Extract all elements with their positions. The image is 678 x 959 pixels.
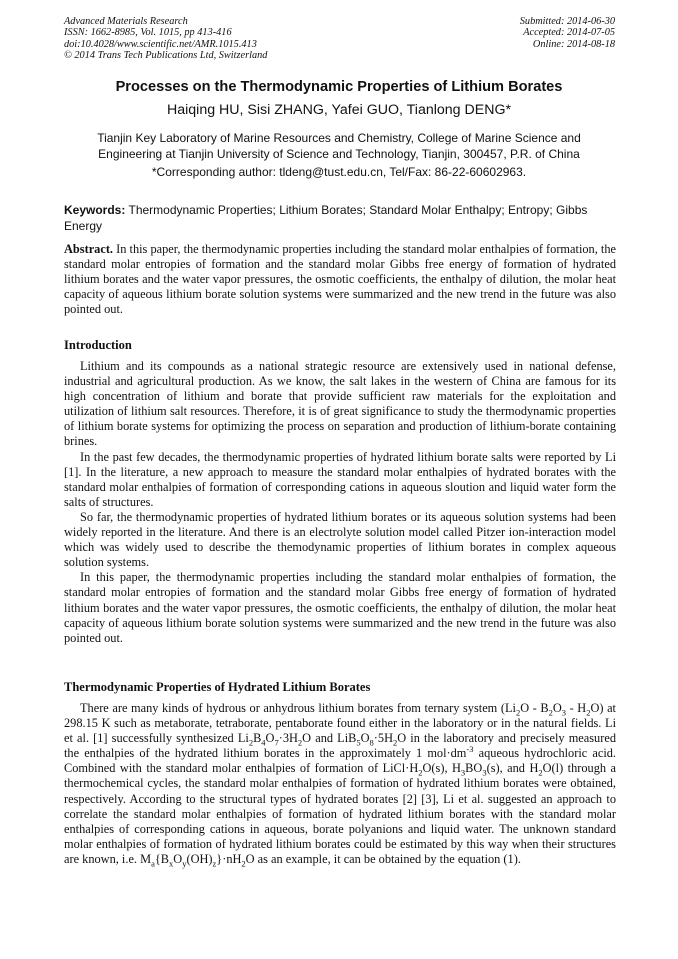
- section-body: [64, 701, 616, 867]
- keywords-label: Keywords:: [64, 203, 126, 217]
- abstract: [64, 242, 616, 317]
- paper-title: Processes on the Thermodynamic Properties of Lithium Borates: [115, 79, 563, 95]
- keywords-text: Thermodynamic Properties; Lithium Borates; Standard Molar Enthalpy; Entropy; Gibbs Energy: [64, 203, 588, 233]
- affiliation: [0, 130, 678, 162]
- author-list: Haiqing HU, Sisi ZHANG, Yafei GUO, Tianlong DENG*: [166, 102, 512, 118]
- keywords: [64, 203, 616, 234]
- submitted-date: Submitted: 2014-06-30: [519, 16, 615, 27]
- section-paragraph: There are many kinds of hydrous or anhydrous lithium borates from ternary system $(Li_2O - B_2O_3 - H_2O)$ at 298.15 K such as metaborate, tetraborate, pentaborate found either in the laboratory or in the natural fields. Li et al. [1] successfully synthesized $Li_2B_4O_7\cdot 3H_2O$ and $LiB_5O_8\cdot 5H_2O$ in the laboratory and precisely measured the enthalpies of the hydrated lithium borates in the approximately 1 $mol\cdot dm^{-3}$ aqueous hydrochloric acid. Combined with the standard molar enthalpies of formation of $LiCl\cdot H_2O(s)$, $H_3BO_3(s)$, and $H_2O(l)$ through a thermochemical cycles, the standard molar enthalpies of formation of hydrated lithium borates were obtained, respectively. According to the structural types of hydrated borates [2] [3], Li et al. suggested an approach to correlate the standard molar enthalpies of formation of hydrated lithium borates with the standard molar enthalpies of corresponding cations in aqueous, borate polyanions and liquid water. The unknown standard molar enthalpies of formation of hydrated lithium borates could be estimated by this way when their structures are known, i.e. $M_a\{B_xO_y(OH)_z\}\cdot nH_2O$ as an example, it can be obtained by the equation (1).: [64, 701, 617, 869]
- journal-copyright: © 2014 Trans Tech Publications Ltd, Switzerland: [64, 50, 268, 62]
- intro-paragraph: In the past few decades, the thermodynamic properties of hydrated lithium borate salts were reported by Li [1]. In the literature, a new approach to measure the standard molar enthalpies of hydrated borates with the standard molar enthalpies of formation of corresponding cations in aqueous sloution and liquid water form the salts of structures.: [64, 449, 616, 509]
- abstract-label: Abstract.: [64, 242, 114, 256]
- intro-paragraph: So far, the thermodynamic properties of hydrated lithium borates or its aqueous solution systems had been widely reported in the literature. And there is an electrolyte solution model called Pitzer ion-interaction model which was widely used to describe the themodynamic properties of lithium borates in complex aqueous solution systems.: [64, 509, 616, 570]
- introduction-body: [64, 359, 616, 646]
- introduction-heading: Introduction: [64, 338, 132, 352]
- intro-paragraph: In this paper, the thermodynamic properties including the standard molar enthalpies of formation, the standard molar entropies of formation and the standard molar Gibbs free energy of formation of hydrated lithium borates and the water vapor pressures, the osmotic coefficients, the enthalpy of dilution, the molar heat capacity of aqueous lithium borate solution systems were summarized and the new trend in the future was also pointed out.: [64, 570, 616, 645]
- online-date: Online: 2014-08-18: [532, 38, 615, 50]
- affiliation-line-2: Engineering at Tianjin University of Science and Technology, Tianjin, 300457, P.R. of China: [98, 147, 580, 161]
- corresponding-author: *Corresponding author: tldeng@tust.edu.cn, Tel/Fax: 86-22-60602963.: [151, 165, 527, 179]
- accepted-date: Accepted: 2014-07-05: [523, 27, 615, 39]
- abstract-text: In this paper, the thermodynamic properties including the standard molar enthalpies of formation, the standard molar entropies of formation and the standard molar Gibbs free energy of formation of hydrated lithium borates and the water vapor pressures, the osmotic coefficients, the enthalpy of dilution, the molar heat capacity of aqueous lithium borate solution systems were summarized and the new trend in the future was also pointed out.: [64, 242, 616, 317]
- submission-dates: [520, 16, 615, 50]
- section-heading: Thermodynamic Properties of Hydrated Lithium Borates: [64, 680, 371, 694]
- journal-issn: ISSN: 1662-8985, Vol. 1015, pp 413-416: [64, 27, 232, 39]
- journal-name: Advanced Materials Research: [64, 16, 188, 27]
- intro-paragraph: Lithium and its compounds as a national strategic resource are extensively used in national defense, industrial and agricultural production. As we know, the salt lakes in the western of China are famous for its high concentration of lithium and borate that provide sufficient raw materials for the exploitation and utilization of lithium salt resources. Therefore, it is of great significance to study the thermodynamic properties of lithium borate systems for optimizing the process on separation and production of lithium-borate containing brines.: [64, 359, 616, 449]
- journal-info: [64, 16, 267, 62]
- affiliation-line-1: Tianjin Key Laboratory of Marine Resources and Chemistry, College of Marine Science and: [97, 131, 581, 145]
- journal-doi: doi:10.4028/www.scientific.net/AMR.1015.413: [64, 38, 257, 50]
